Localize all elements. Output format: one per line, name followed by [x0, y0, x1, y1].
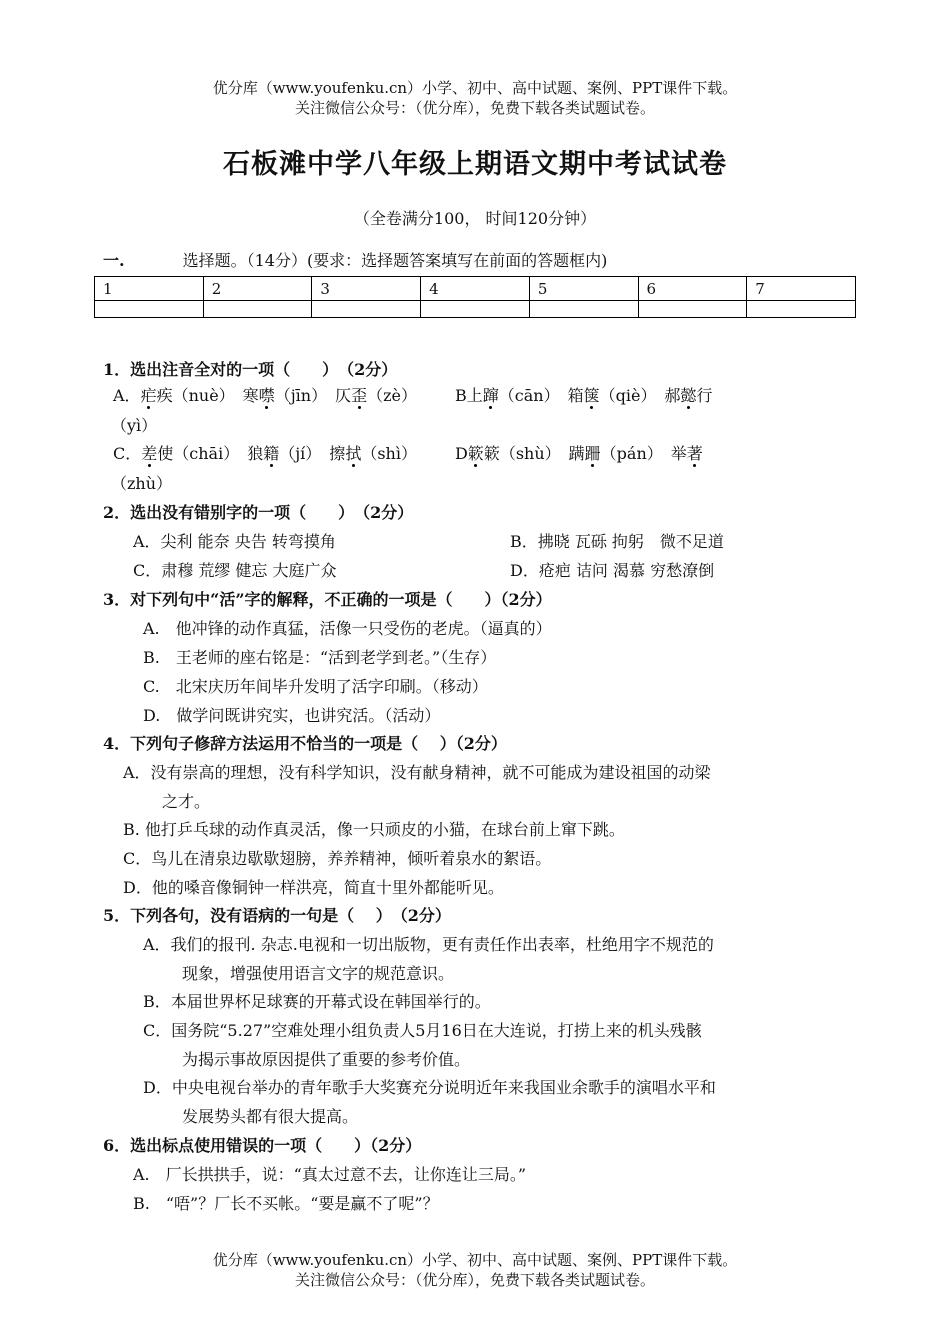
- question-6-option-a: A. 厂长拱拱手，说：“真太过意不去，让你连让三局。”: [133, 1165, 527, 1184]
- question-5-option-d-wrap: 发展势头都有很大提高。: [182, 1107, 359, 1126]
- answer-cell[interactable]: [421, 301, 530, 318]
- answer-cell[interactable]: [95, 301, 204, 318]
- answer-header-cell: 6: [638, 277, 747, 301]
- question-3-stem: 3．对下列句中“活”字的解释，不正确的一项是（ ）（2分）: [103, 590, 552, 609]
- answer-header-cell: 7: [747, 277, 856, 301]
- question-5-option-a-wrap: 现象，增强使用语言文字的规范意识。: [182, 964, 455, 983]
- question-2-option-b: B．拂晓 瓦砾 拘躬 微不足道: [510, 532, 724, 551]
- answer-table: [94, 276, 856, 318]
- answer-header-cell: 3: [312, 277, 421, 301]
- question-4-option-c: C．鸟儿在清泉边歇歇翅膀，养养精神，倾听着泉水的絮语。: [123, 849, 552, 868]
- section-heading: [103, 248, 607, 271]
- answer-cell[interactable]: [747, 301, 856, 318]
- header-line-2: 关注微信公众号：（优分库），免费下载各类试题试卷。: [294, 99, 655, 117]
- question-3-option-b: B. 王老师的座右铭是：“活到老学到老。”（生存）: [143, 648, 497, 667]
- answer-table-header-row: [95, 277, 856, 301]
- question-5-option-d: D．中央电视台举办的青年歌手大奖赛充分说明近年来我国业余歌手的演唱水平和: [143, 1078, 716, 1097]
- question-5-option-c-wrap: 为揭示事故原因提供了重要的参考价值。: [182, 1050, 471, 1069]
- question-2-stem: 2．选出没有错别字的一项（ ） （2分）: [103, 503, 414, 522]
- answer-header-cell: 4: [421, 277, 530, 301]
- question-5-option-a: A．我们的报刊. 杂志.电视和一切出版物，更有责任作出表率，杜绝用字不规范的: [143, 935, 714, 954]
- question-1-stem: 1．选出注音全对的一项（ ） （2分）: [103, 360, 398, 379]
- question-3-option-c: C. 北宋庆历年间毕升发明了活字印刷。（移动）: [143, 677, 488, 696]
- answer-header-cell: 5: [529, 277, 638, 301]
- question-5-stem: 5．下列各句，没有语病的一句是（ ） （2分）: [103, 906, 451, 925]
- answer-cell[interactable]: [638, 301, 747, 318]
- question-2-option-c: C．肃穆 荒缪 健忘 大庭广众: [133, 561, 337, 580]
- answer-cell[interactable]: [312, 301, 421, 318]
- question-3-option-d: D. 做学问既讲究实，也讲究活。（活动）: [143, 706, 441, 725]
- question-2-option-d: D．疮疤 诘问 渴慕 穷愁潦倒: [510, 561, 715, 580]
- answer-cell[interactable]: [529, 301, 638, 318]
- question-4-option-d: D．他的嗓音像铜钟一样洪亮，简直十里外都能听见。: [123, 878, 504, 897]
- question-4-option-b: B. 他打乒乓球的动作真灵活，像一只顽皮的小猫，在球台前上窜下跳。: [123, 820, 625, 839]
- question-4-option-a-wrap: 之才。: [162, 792, 211, 811]
- question-6-option-b: B. “唔”？厂长不买帐。“要是赢不了呢”？: [133, 1194, 439, 1213]
- question-1-wrap-1: （yì）: [111, 416, 158, 435]
- question-1-wrap-2: （zhù）: [111, 474, 173, 493]
- question-4-stem: 4．下列句子修辞方法运用不恰当的一项是（ ）（2分）: [103, 734, 507, 753]
- answer-table-blank-row: [95, 301, 856, 318]
- question-2-option-a: A．尖利 能奈 央告 转弯摸角: [133, 532, 336, 551]
- footer-line-1: 优分库（www.youfenku.cn）小学、初中、高中试题、案例、PPT课件下载。: [212, 1251, 738, 1269]
- page-title: 石板滩中学八年级上期语文期中考试试卷: [223, 149, 727, 180]
- question-5-option-c: C．国务院“5.27”空难处理小组负责人5月16日在大连说，打捞上来的机头残骸: [143, 1021, 702, 1040]
- section-text: 选择题。（14分）(要求：选择题答案填写在前面的答题框内): [182, 251, 608, 270]
- answer-header-cell: 2: [203, 277, 312, 301]
- answer-header-cell: 1: [95, 277, 204, 301]
- section-number: 一.: [103, 251, 125, 270]
- page-subtitle: （全卷满分100， 时间120分钟）: [353, 209, 597, 228]
- question-3-option-a: A. 他冲锋的动作真猛，活像一只受伤的老虎。（逼真的）: [143, 619, 552, 638]
- question-4-option-a: A．没有崇高的理想，没有科学知识，没有献身精神，就不可能成为建设祖国的动梁: [123, 763, 711, 782]
- question-6-stem: 6．选出标点使用错误的一项（ ）（2分）: [103, 1136, 422, 1155]
- answer-cell[interactable]: [203, 301, 312, 318]
- header-line-1: 优分库（www.youfenku.cn）小学、初中、高中试题、案例、PPT课件下载。: [212, 79, 738, 97]
- question-5-option-b: B．本届世界杯足球赛的开幕式设在韩国举行的。: [143, 992, 491, 1011]
- question-1-options-ab: A．疟疾（nuè） 寒噤（jīn） 仄歪（zè） B上蹿（cān） 箱箧（qiè） 郝懿行: [113, 386, 713, 405]
- question-1-options-cd: C．差使（chāi） 狼籍（jí） 擦拭（shì） D簌簌（shù） 蹒跚（pán） 举著: [113, 444, 703, 463]
- footer-line-2: 关注微信公众号：（优分库），免费下载各类试题试卷。: [294, 1271, 655, 1289]
